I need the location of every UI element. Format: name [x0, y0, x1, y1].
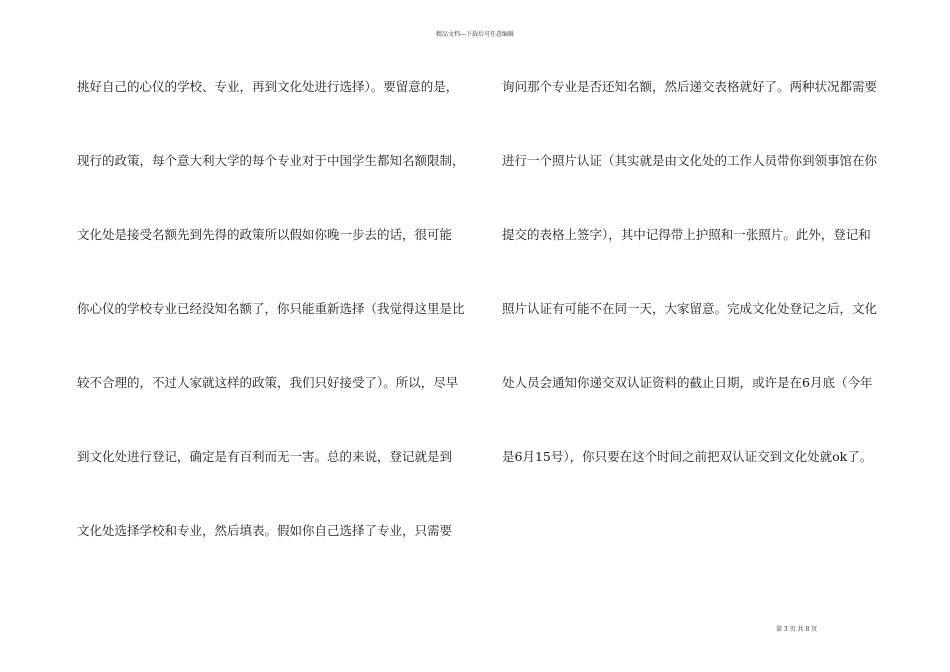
text-line: 文化处选择学校和专业，然后填表。假如你自己选择了专业，只需要	[77, 523, 453, 538]
text-line: 较不合理的，不过人家就这样的政策，我们只好接受了）。所以，尽早	[77, 375, 459, 390]
text-line: 照片认证有可能不在同一天，大家留意。完成文化处登记之后，文化	[502, 301, 878, 316]
text-line: 进行一个照片认证（其实就是由文化处的工作人员带你到领事馆在你	[502, 153, 878, 168]
right-text-column	[502, 78, 902, 522]
left-text-column	[77, 78, 477, 596]
text-line: 文化处是接受名额先到先得的政策所以假如你晚一步去的话，很可能	[77, 227, 453, 242]
page-number: 第 3 页 共 8 页	[776, 626, 818, 633]
text-line: 询问那个专业是否还知名额，然后递交表格就好了。两种状况都需要	[502, 79, 878, 94]
text-line: 提交的表格上签字），其中记得带上护照和一张照片。此外，登记和	[502, 227, 871, 242]
text-line: 现行的政策，每个意大利大学的每个专业对于中国学生都知名额限制，	[77, 153, 465, 168]
text-line: 挑好自己的心仪的学校、专业，再到文化处进行选择）。要留意的是，	[77, 79, 459, 94]
text-line: 你心仪的学校专业已经没知名额了，你只能重新选择（我觉得这里是比	[77, 301, 465, 316]
text-line: 处人员会通知你递交双认证资料的截止日期，或许是在6月底（今年	[502, 375, 873, 390]
text-line: 到文化处进行登记，确定是有百利而无一害。总的来说，登记就是到	[77, 449, 453, 464]
page-header: 精品文档---下载后可任意编辑	[435, 31, 515, 38]
text-line: 是6月15号），你只要在这个时间之前把双认证交到文化处就ok了。	[502, 449, 873, 464]
